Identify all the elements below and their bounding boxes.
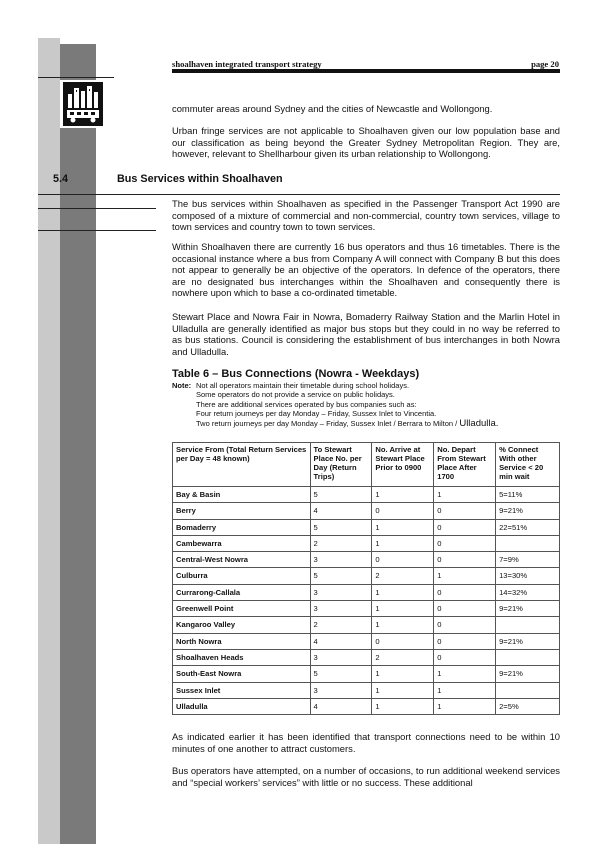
header-rule xyxy=(172,69,560,73)
table-cell: 2 xyxy=(372,568,434,584)
table-cell: 1 xyxy=(372,698,434,714)
service-name-cell: Cambewarra xyxy=(173,535,311,551)
table-row xyxy=(173,487,560,503)
service-name-cell: Kangaroo Valley xyxy=(173,617,311,633)
table-cell: 5 xyxy=(310,568,372,584)
table-cell: 0 xyxy=(434,519,496,535)
table-cell: 9=21% xyxy=(496,601,560,617)
table-row xyxy=(173,633,560,649)
table-cell xyxy=(496,682,560,698)
header-title: shoalhaven integrated transport strategy xyxy=(172,59,322,69)
note-line-ending: Ulladulla. xyxy=(459,417,499,429)
table-cell: 1 xyxy=(372,535,434,551)
note-line-text: Two return journeys per day Monday – Friday, Sussex Inlet / Berrara to Milton / xyxy=(196,418,458,428)
table-cell: 1 xyxy=(372,487,434,503)
table-cell: 1 xyxy=(372,584,434,600)
table-cell: 2 xyxy=(310,535,372,551)
paragraph: Within Shoalhaven there are currently 16 bus operators and thus 16 timetables. There is the occasional instance where a bus from Company A will connect with Company B but this does not appear to generally be an objective of the operators. In defence of the operators, there are no designated bus interchanges within the Shoalhaven and consequently there is nowhere upon which to base a co-ordinated timetable. xyxy=(172,241,560,299)
note-line: Four return journeys per day Monday – Friday, Sussex Inlet to Vincentia. xyxy=(196,409,437,419)
table-cell: 1 xyxy=(372,519,434,535)
table-cell: 5=11% xyxy=(496,487,560,503)
table-cell: 9=21% xyxy=(496,503,560,519)
table-row xyxy=(173,666,560,682)
table-cell: 0 xyxy=(434,601,496,617)
service-name-cell: Bomaderry xyxy=(173,519,311,535)
table-row xyxy=(173,698,560,714)
paragraph: commuter areas around Sydney and the cities of Newcastle and Wollongong. xyxy=(172,103,493,114)
table-cell: 0 xyxy=(434,584,496,600)
note-label: Note: xyxy=(172,381,192,390)
table-header-row xyxy=(173,443,560,487)
table-cell: 0 xyxy=(372,633,434,649)
table-cell: 0 xyxy=(434,535,496,551)
table-cell: 14=32% xyxy=(496,584,560,600)
table-cell: 13=30% xyxy=(496,568,560,584)
table-cell: 1 xyxy=(372,601,434,617)
column-header: No. Arrive at Stewart Place Prior to 0900 xyxy=(372,443,434,487)
table-cell: 1 xyxy=(372,682,434,698)
table-cell xyxy=(496,617,560,633)
table-cell: 1 xyxy=(434,487,496,503)
table-cell: 2=5% xyxy=(496,698,560,714)
table-row xyxy=(173,682,560,698)
table-cell: 2 xyxy=(372,649,434,665)
table-cell: 1 xyxy=(434,666,496,682)
column-header: % Connect With other Service < 20 min wait xyxy=(496,443,560,487)
note-line xyxy=(196,419,498,428)
table-cell: 0 xyxy=(372,503,434,519)
table-cell: 3 xyxy=(310,584,372,600)
table-row xyxy=(173,617,560,633)
note-line: There are additional services operated by bus companies such as: xyxy=(196,399,417,409)
service-name-cell: Sussex Inlet xyxy=(173,682,311,698)
service-name-cell: Berry xyxy=(173,503,311,519)
service-name-cell: Central-West Nowra xyxy=(173,552,311,568)
table-cell: 3 xyxy=(310,601,372,617)
paragraph: As indicated earlier it has been identified that transport connections need to be within 10 minutes of one another to attract customers. xyxy=(172,731,560,754)
table-cell: 4 xyxy=(310,698,372,714)
section-number: 5.4 xyxy=(53,173,69,185)
table-cell: 0 xyxy=(434,617,496,633)
service-name-cell: Shoalhaven Heads xyxy=(173,649,311,665)
bus-connections-table xyxy=(172,442,560,715)
service-name-cell: Bay & Basin xyxy=(173,487,311,503)
page-number: page 20 xyxy=(531,59,559,69)
table-cell: 3 xyxy=(310,552,372,568)
table-row xyxy=(173,519,560,535)
table-cell: 5 xyxy=(310,666,372,682)
table-cell: 0 xyxy=(434,633,496,649)
table-cell: 9=21% xyxy=(496,633,560,649)
column-header: Service From (Total Return Services per Day = 48 known) xyxy=(173,443,311,487)
paragraph: The bus services within Shoalhaven as specified in the Passenger Transport Act 1990 are composed of a mixture of commercial and non-commercial, country town services, village to town services and country town to town services. xyxy=(172,198,560,233)
table-cell: 0 xyxy=(434,503,496,519)
table-cell: 0 xyxy=(434,552,496,568)
table-cell: 0 xyxy=(372,552,434,568)
service-name-cell: Currarong-Callala xyxy=(173,584,311,600)
table-cell: 9=21% xyxy=(496,666,560,682)
note-line: Some operators do not provide a service on public holidays. xyxy=(196,390,395,400)
table-cell: 3 xyxy=(310,649,372,665)
table-row xyxy=(173,601,560,617)
paragraph: Stewart Place and Nowra Fair in Nowra, Bomaderry Railway Station and the Marlin Hotel in Ulladulla are generally identified as major bus stops but they could in no way be referred to as bus stations. Council is considering the establishment of bus interchanges in both Nowra and Ulladulla. xyxy=(172,311,560,357)
table-cell: 2 xyxy=(310,617,372,633)
table-row xyxy=(173,552,560,568)
table-cell: 22=51% xyxy=(496,519,560,535)
table-cell: 3 xyxy=(310,682,372,698)
table-row xyxy=(173,649,560,665)
left-rule xyxy=(38,77,114,78)
margin-rule-2 xyxy=(38,230,156,231)
section-rule xyxy=(38,194,560,195)
table-cell: 1 xyxy=(372,617,434,633)
service-name-cell: Culburra xyxy=(173,568,311,584)
note-line: Not all operators maintain their timetable during school holidays. xyxy=(196,381,410,390)
service-name-cell: North Nowra xyxy=(173,633,311,649)
table-cell: 1 xyxy=(372,666,434,682)
table-row xyxy=(173,503,560,519)
margin-rule-1 xyxy=(38,208,156,209)
table-cell: 4 xyxy=(310,503,372,519)
table-row xyxy=(173,535,560,551)
section-title: Bus Services within Shoalhaven xyxy=(117,173,283,185)
table-cell: 0 xyxy=(434,649,496,665)
table-cell: 4 xyxy=(310,633,372,649)
table-cell: 5 xyxy=(310,487,372,503)
column-header: To Stewart Place No. per Day (Return Trips) xyxy=(310,443,372,487)
table-cell: 1 xyxy=(434,568,496,584)
table-cell: 1 xyxy=(434,698,496,714)
service-name-cell: Greenwell Point xyxy=(173,601,311,617)
paragraph: Bus operators have attempted, on a number of occasions, to run additional weekend services and “special workers’ services” with little or no success. These additional xyxy=(172,765,560,788)
table-row xyxy=(173,584,560,600)
side-bar-light xyxy=(38,38,60,844)
table-cell xyxy=(496,535,560,551)
service-name-cell: Ulladulla xyxy=(173,698,311,714)
side-bar-dark xyxy=(60,44,96,844)
column-header: No. Depart From Stewart Place After 1700 xyxy=(434,443,496,487)
table-cell: 5 xyxy=(310,519,372,535)
table-caption: Table 6 – Bus Connections (Nowra - Weekdays) xyxy=(172,368,420,380)
table-cell: 1 xyxy=(434,682,496,698)
paragraph: Urban fringe services are not applicable to Shoalhaven given our low population base and our classification as being beyond the Greater Sydney Metropolitan Region. They are, however, relevant to Shellharbour given its urban relationship to Wollongong. xyxy=(172,125,560,160)
table-cell xyxy=(496,649,560,665)
service-name-cell: South-East Nowra xyxy=(173,666,311,682)
table-row xyxy=(173,568,560,584)
transport-logo-icon xyxy=(60,80,109,128)
table-cell: 7=9% xyxy=(496,552,560,568)
